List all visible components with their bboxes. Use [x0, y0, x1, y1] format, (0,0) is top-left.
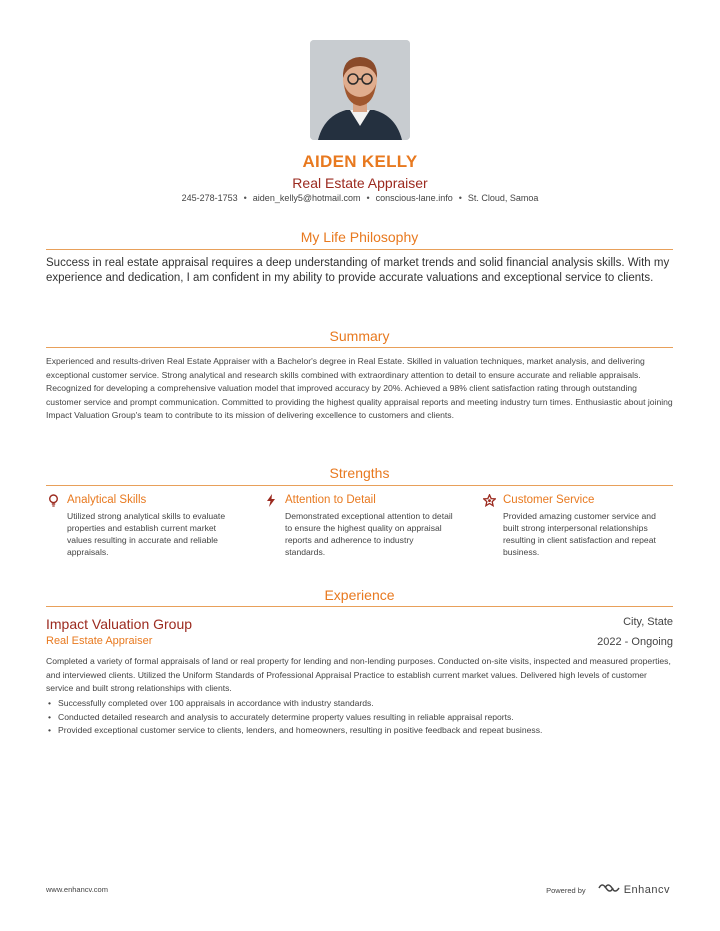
email-text: aiden_kelly5@hotmail.com	[252, 193, 361, 203]
website-text: conscious-lane.info	[375, 193, 453, 203]
list-item: • Successfully completed over 100 appraisals in accordance with industry standards.	[48, 698, 374, 708]
strength-description: Provided amazing customer service and built strong interpersonal relationships resulting in client satisfaction and repeat business.	[503, 511, 656, 557]
footer-branding	[546, 881, 670, 899]
lightning-icon	[264, 493, 278, 507]
footer-website[interactable]: www.enhancv.com	[46, 885, 108, 894]
separator-dot: •	[366, 193, 370, 203]
section-divider	[46, 606, 673, 607]
list-item: • Conducted detailed research and analysis to accurately determine property values resulting in reliable appraisal reports.	[48, 711, 514, 722]
strength-description: Demonstrated exceptional attention to detail to ensure the highest quality on appraisal reports and adherence to industry standards.	[285, 511, 453, 557]
enhancv-logo-icon	[598, 881, 620, 899]
section-title-philosophy: My Life Philosophy	[300, 229, 419, 245]
separator-dot: •	[243, 193, 247, 203]
location-text: St. Cloud, Samoa	[467, 193, 539, 203]
profile-photo	[310, 40, 410, 140]
powered-by-text: Powered by	[546, 885, 586, 895]
section-title-strengths: Strengths	[329, 465, 390, 481]
job-location: City, State	[623, 616, 673, 628]
separator-dot: •	[458, 193, 462, 203]
section-divider	[46, 485, 673, 486]
philosophy-text: Success in real estate appraisal requires a deep understanding of market trends and solid financial analysis skills. With my experience and dedication, I am confident in my ability to provide accurate valuations and exceptional service to clients.	[46, 257, 670, 284]
star-icon	[482, 493, 496, 507]
candidate-title: Real Estate Appraiser	[292, 175, 428, 191]
strength-item	[46, 493, 246, 558]
job-bullets	[46, 697, 673, 738]
job-dates: 2022 - Ongoing	[597, 636, 673, 648]
strength-title: Analytical Skills	[67, 494, 147, 506]
company-name: Impact Valuation Group	[46, 616, 193, 632]
contact-line	[0, 193, 720, 203]
section-divider	[46, 347, 673, 348]
job-description: Completed a variety of formal appraisals of land or real property for lending and non-lending purposes. Conducted on-site visits, inspected and measured properties, and interviewed clients. Utilized the Uniform Standards of Professional Appraisal Practice to establish current market values. Delivered high levels of customer service and built strong relationships with clients.	[46, 656, 671, 693]
strength-description: Utilized strong analytical skills to evaluate properties and establish current market values resulting in accurate and reliable appraisals.	[67, 511, 226, 557]
summary-text: Experienced and results-driven Real Estate Appraiser with a Bachelor's degree in Real Estate. Skilled in valuation techniques, market analysis, and delivering exceptional customer service. Strong analytical and research skills combined with extraordinary attention to detail to ensure accurate and reliable appraisals. Recognized for developing a comprehensive valuation model that improved accuracy by 20%. Achieved a 98% client satisfaction rating through outstanding customer service and prompt communication. Committed to providing the highest quality appraisal reports and meeting industry turn times. Enthusiastic about joining Impact Valuation Group's team to contribute to its mission of delivering excellence to customers and clients.	[46, 356, 673, 420]
strength-item	[482, 493, 682, 558]
candidate-name: AIDEN KELLY	[302, 152, 418, 171]
list-item: • Provided exceptional customer service to clients, lenders, and homeowners, resulting in positive feedback and repeat business.	[48, 725, 543, 735]
lightbulb-icon	[46, 493, 60, 507]
job-role: Real Estate Appraiser	[46, 635, 153, 647]
portrait-image	[310, 40, 410, 140]
phone-text: 245-278-1753	[181, 193, 238, 203]
section-title-summary: Summary	[329, 328, 390, 344]
section-divider	[46, 249, 673, 250]
strength-title: Customer Service	[503, 494, 595, 506]
strength-item	[264, 493, 464, 558]
brand-name: Enhancv	[623, 884, 670, 896]
strength-title: Attention to Detail	[285, 494, 376, 506]
section-title-experience: Experience	[324, 587, 395, 603]
